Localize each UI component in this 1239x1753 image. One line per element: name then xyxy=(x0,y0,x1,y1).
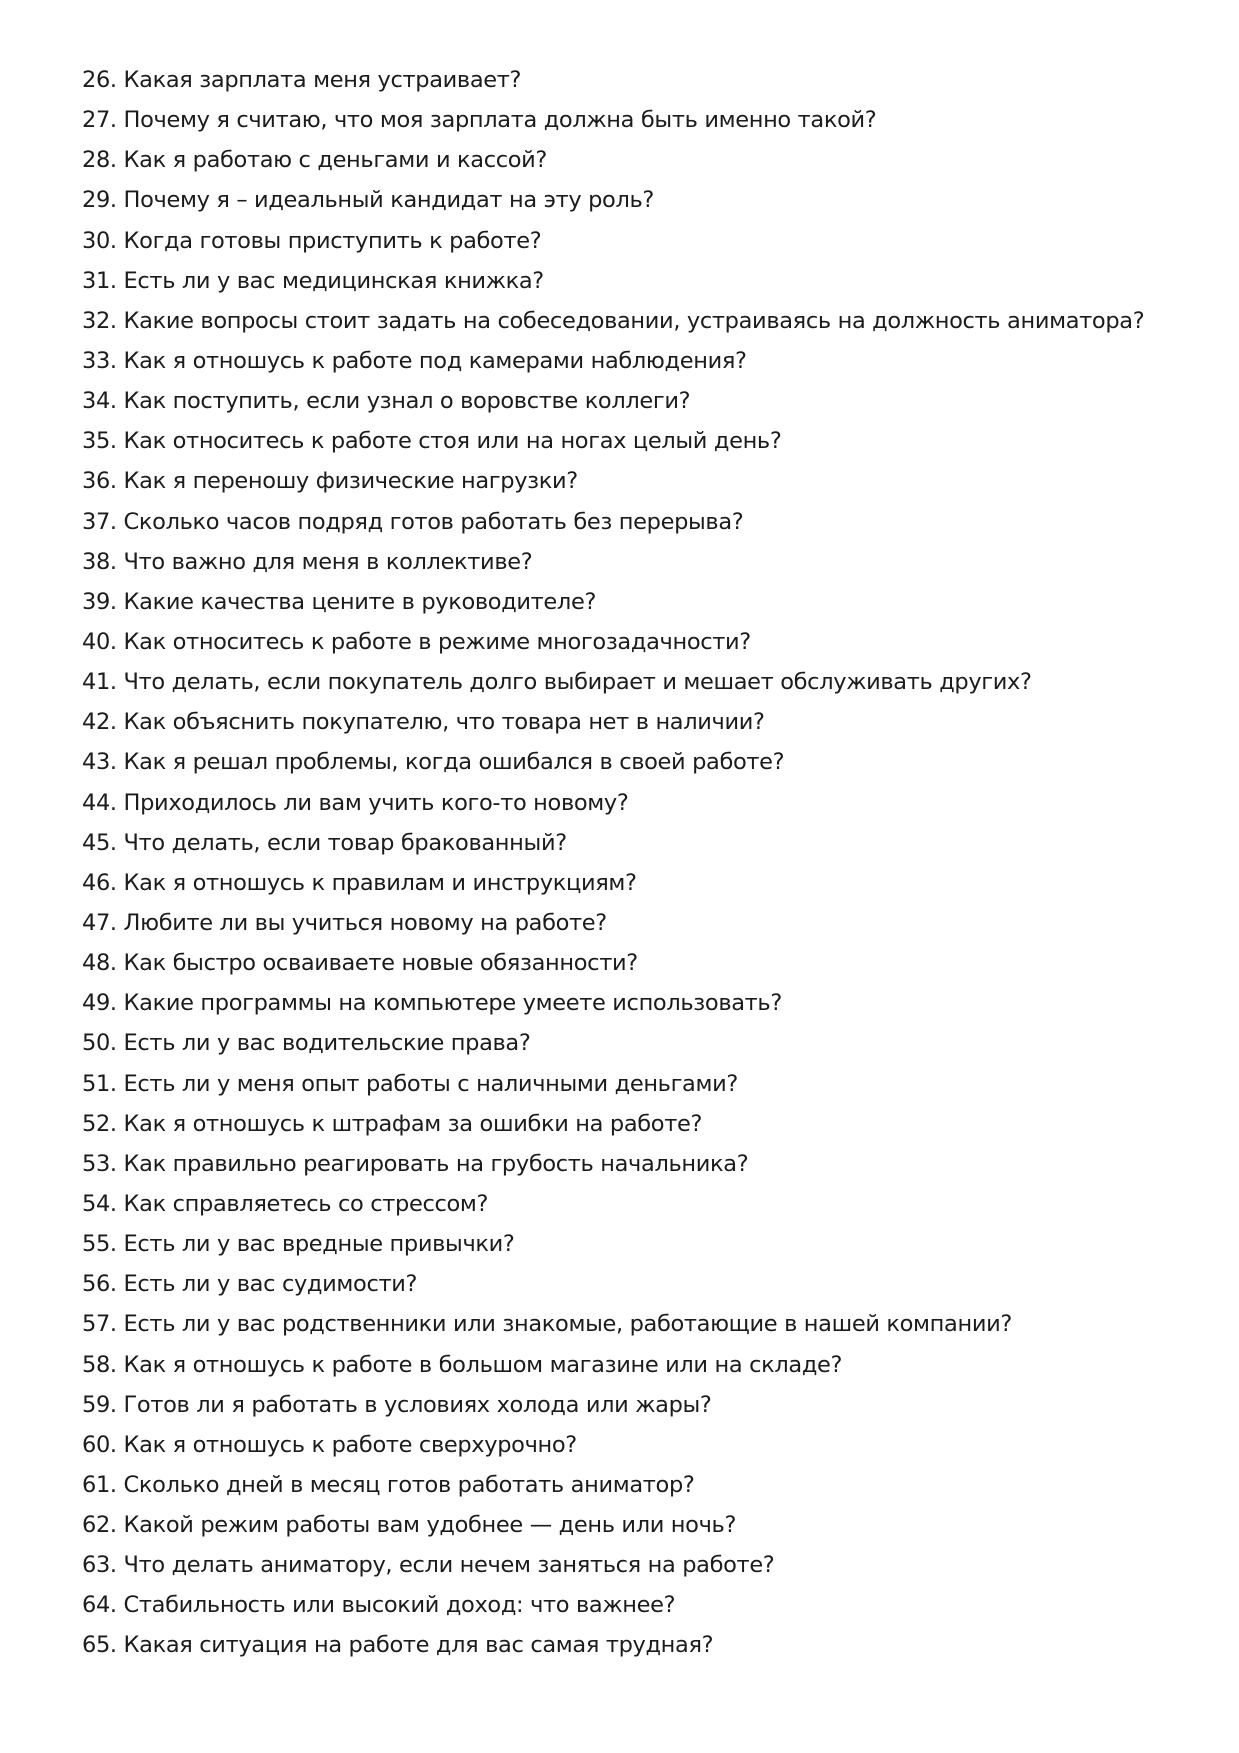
list-item xyxy=(82,1224,1182,1264)
question-text: Как я отношусь к работе в большом магазине или на складе? xyxy=(123,1351,843,1378)
list-item xyxy=(82,261,1182,301)
list-item xyxy=(82,1625,1182,1665)
list-item xyxy=(82,702,1182,742)
question-number: 45. xyxy=(82,829,117,856)
list-item xyxy=(82,421,1182,461)
question-text: Есть ли у вас медицинская книжка? xyxy=(123,267,544,294)
list-item xyxy=(82,863,1182,903)
question-text: Что важно для меня в коллективе? xyxy=(123,548,533,575)
list-item xyxy=(82,783,1182,823)
question-number: 27. xyxy=(82,107,117,134)
list-item xyxy=(82,1023,1182,1063)
question-text: Как справляетесь со стрессом? xyxy=(123,1190,489,1217)
list-item xyxy=(82,1104,1182,1144)
question-number: 46. xyxy=(82,869,117,896)
question-text: Как я решал проблемы, когда ошибался в своей работе? xyxy=(123,749,785,776)
question-text: Есть ли у вас вредные привычки? xyxy=(123,1231,515,1258)
question-number: 62. xyxy=(82,1512,117,1539)
list-item xyxy=(82,622,1182,662)
question-number: 54. xyxy=(82,1190,117,1217)
question-text: Почему я считаю, что моя зарплата должна быть именно такой? xyxy=(123,107,877,134)
question-number: 58. xyxy=(82,1351,117,1378)
list-item xyxy=(82,662,1182,702)
question-text: Готов ли я работать в условиях холода или жары? xyxy=(123,1391,712,1418)
question-number: 64. xyxy=(82,1592,117,1619)
question-text: Какой режим работы вам удобнее — день или ночь? xyxy=(123,1512,737,1539)
list-item xyxy=(82,943,1182,983)
question-text: Есть ли у меня опыт работы с наличными деньгами? xyxy=(123,1070,738,1097)
question-number: 26. xyxy=(82,67,117,93)
question-number: 34. xyxy=(82,388,117,415)
question-number: 51. xyxy=(82,1070,117,1097)
list-item xyxy=(82,381,1182,421)
question-number: 53. xyxy=(82,1150,117,1177)
question-text: Есть ли у вас родственники или знакомые, работающие в нашей компании? xyxy=(123,1311,1012,1338)
question-number: 28. xyxy=(82,147,117,174)
list-item xyxy=(82,502,1182,542)
list-item xyxy=(82,461,1182,501)
question-number: 41. xyxy=(82,669,117,696)
question-text: Какая ситуация на работе для вас самая трудная? xyxy=(123,1632,714,1659)
list-item xyxy=(82,100,1182,140)
question-text: Какие программы на компьютере умеете использовать? xyxy=(123,990,782,1017)
list-item xyxy=(82,301,1182,341)
question-text: Какая зарплата меня устраивает? xyxy=(123,67,522,93)
question-text: Как относитесь к работе стоя или на ногах целый день? xyxy=(123,428,782,455)
question-number: 39. xyxy=(82,588,117,615)
question-number: 40. xyxy=(82,628,117,655)
question-text: Какие вопросы стоит задать на собеседовании, устраиваясь на должность аниматора? xyxy=(123,307,1145,334)
list-item xyxy=(82,983,1182,1023)
question-text: Любите ли вы учиться новому на работе? xyxy=(123,909,607,936)
question-number: 63. xyxy=(82,1552,117,1579)
question-text: Приходилось ли вам учить кого-то новому? xyxy=(123,789,629,816)
list-item xyxy=(82,140,1182,180)
question-number: 48. xyxy=(82,950,117,977)
question-text: Как я отношусь к работе под камерами наблюдения? xyxy=(123,347,747,374)
question-text: Как я переношу физические нагрузки? xyxy=(123,468,578,495)
question-text: Сколько дней в месяц готов работать аниматор? xyxy=(123,1471,695,1498)
question-number: 36. xyxy=(82,468,117,495)
question-number: 56. xyxy=(82,1271,117,1298)
list-item xyxy=(82,742,1182,782)
list-item xyxy=(82,542,1182,582)
list-item xyxy=(82,1345,1182,1385)
question-text: Стабильность или высокий доход: что важнее? xyxy=(123,1592,676,1619)
question-list xyxy=(82,60,1182,1666)
question-text: Как объяснить покупателю, что товара нет в наличии? xyxy=(123,709,765,736)
question-text: Есть ли у вас судимости? xyxy=(123,1271,418,1298)
list-item xyxy=(82,823,1182,863)
list-item xyxy=(82,1304,1182,1344)
question-number: 42. xyxy=(82,709,117,736)
list-item xyxy=(82,1264,1182,1304)
question-text: Какие качества цените в руководителе? xyxy=(123,588,597,615)
question-number: 33. xyxy=(82,347,117,374)
list-item xyxy=(82,903,1182,943)
question-number: 55. xyxy=(82,1231,117,1258)
question-text: Есть ли у вас водительские права? xyxy=(123,1030,531,1057)
question-number: 65. xyxy=(82,1632,117,1659)
list-item xyxy=(82,1144,1182,1184)
question-number: 49. xyxy=(82,990,117,1017)
question-number: 59. xyxy=(82,1391,117,1418)
list-item xyxy=(82,221,1182,261)
question-number: 35. xyxy=(82,428,117,455)
question-text: Когда готовы приступить к работе? xyxy=(123,227,542,254)
question-number: 44. xyxy=(82,789,117,816)
question-text: Как правильно реагировать на грубость начальника? xyxy=(123,1150,749,1177)
question-text: Как поступить, если узнал о воровстве коллеги? xyxy=(123,388,691,415)
question-number: 30. xyxy=(82,227,117,254)
question-text: Сколько часов подряд готов работать без перерыва? xyxy=(123,508,744,535)
question-number: 29. xyxy=(82,187,117,214)
list-item xyxy=(82,1385,1182,1425)
question-number: 60. xyxy=(82,1431,117,1458)
question-number: 31. xyxy=(82,267,117,294)
list-item xyxy=(82,60,1182,100)
question-text: Что делать, если товар бракованный? xyxy=(123,829,567,856)
question-text: Как я отношусь к штрафам за ошибки на работе? xyxy=(123,1110,703,1137)
question-text: Как я работаю с деньгами и кассой? xyxy=(123,147,548,174)
question-number: 38. xyxy=(82,548,117,575)
question-number: 37. xyxy=(82,508,117,535)
question-text: Как относитесь к работе в режиме многозадачности? xyxy=(123,628,751,655)
question-text: Что делать аниматору, если нечем заняться на работе? xyxy=(123,1552,775,1579)
list-item xyxy=(82,1505,1182,1545)
question-number: 50. xyxy=(82,1030,117,1057)
list-item xyxy=(82,180,1182,220)
list-item xyxy=(82,1184,1182,1224)
question-number: 32. xyxy=(82,307,117,334)
question-text: Как я отношусь к работе сверхурочно? xyxy=(123,1431,577,1458)
question-number: 52. xyxy=(82,1110,117,1137)
list-item xyxy=(82,1585,1182,1625)
list-item xyxy=(82,341,1182,381)
list-item xyxy=(82,1064,1182,1104)
question-text: Как я отношусь к правилам и инструкциям? xyxy=(123,869,637,896)
question-text: Как быстро осваиваете новые обязанности? xyxy=(123,950,638,977)
question-number: 57. xyxy=(82,1311,117,1338)
list-item xyxy=(82,582,1182,622)
question-number: 61. xyxy=(82,1471,117,1498)
question-text: Почему я – идеальный кандидат на эту роль? xyxy=(123,187,654,214)
question-number: 47. xyxy=(82,909,117,936)
list-item xyxy=(82,1425,1182,1465)
list-item xyxy=(82,1545,1182,1585)
list-item xyxy=(82,1465,1182,1505)
question-text: Что делать, если покупатель долго выбирает и мешает обслуживать других? xyxy=(123,669,1032,696)
question-number: 43. xyxy=(82,749,117,776)
